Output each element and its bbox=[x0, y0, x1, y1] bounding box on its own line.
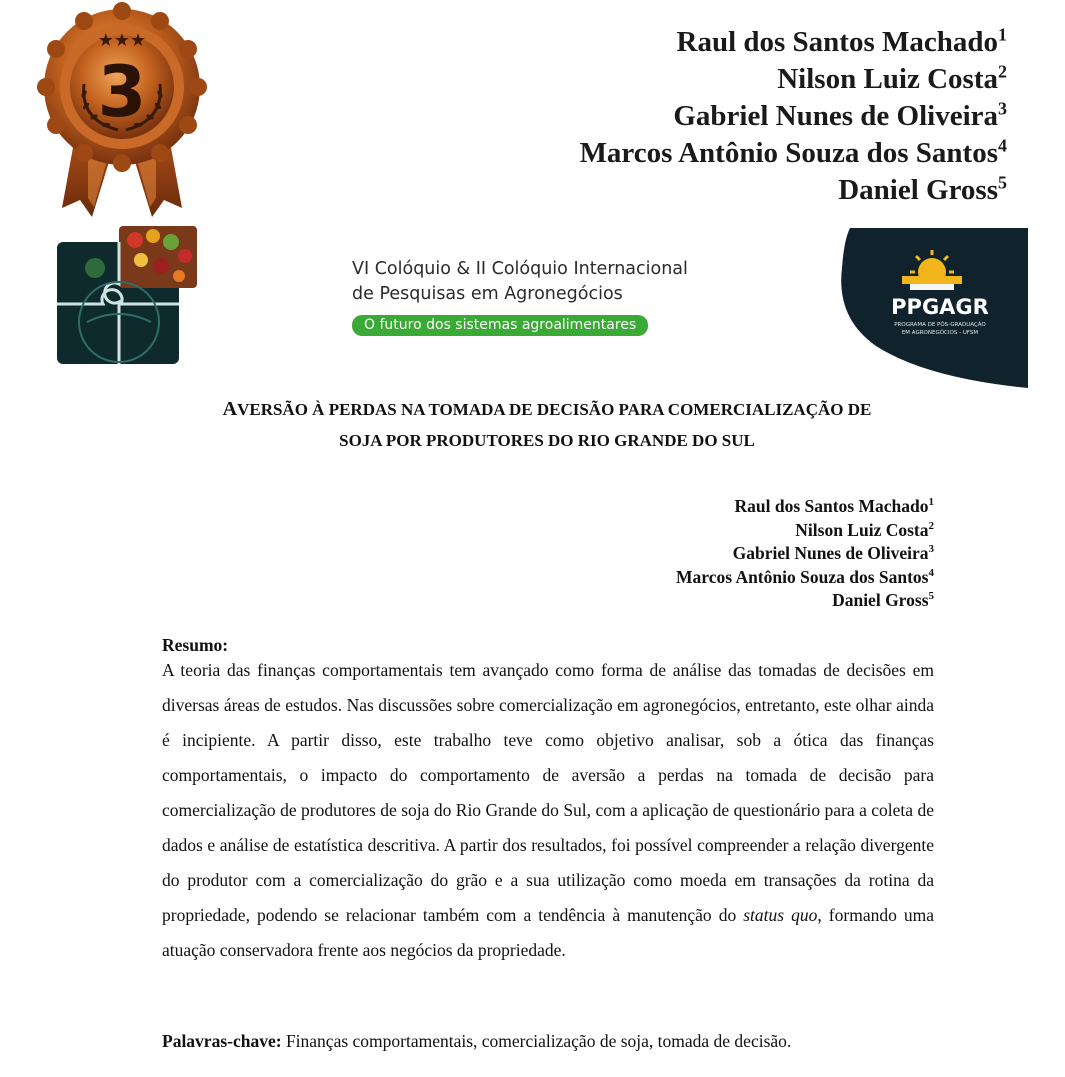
title-first-letter: A bbox=[222, 398, 238, 420]
ppgagr-logo-icon bbox=[836, 228, 1028, 388]
author: Nilson Luiz Costa$^2$ bbox=[795, 519, 934, 540]
bronze-medal-3-icon bbox=[22, 2, 222, 222]
ppg-logo-subtitle: PROGRAMA DE PÓS-GRADUAÇÃO bbox=[894, 322, 986, 328]
header-author-list bbox=[580, 24, 1007, 209]
conference-tagline: O futuro dos sistemas agroalimentares bbox=[352, 315, 648, 336]
abstract-body: A teoria das finanças comportamentais tem avançado como forma de análise das tomadas de decisões em diversas áreas de estudos. Nas discussões sobre comercialização em agronegócios, entretanto, este olhar ainda é incipiente. A partir disso, este trabalho teve como objetivo analisar, sob a ótica das finanças comportamentais, o impacto do comportamento de aversão a perdas na tomada de decisão para comercialização de produtores de soja do Rio Grande do Sul, com a aplicação de questionário para a coleta de dados e análise de estatística descritiva. A partir dos resultados, foi possível compreender a relação divergente do produtor com a comercialização do grão e a sua utilização como moeda em transações da rotina da propriedade, podendo se relacionar também com a tendência à manutenção do status quo, formando uma atuação conservadora frente aos negócios da propriedade. bbox=[162, 660, 934, 960]
abstract-label: Resumo: bbox=[162, 635, 229, 655]
author: Daniel Gross$^5$ bbox=[832, 590, 934, 610]
ppg-logo-subtitle: EM AGRONEGÓCIOS - UFSM bbox=[901, 330, 979, 336]
puzzle-globe-logo-icon bbox=[57, 226, 197, 364]
author: Gabriel Nunes de Oliveira$^3$ bbox=[732, 543, 934, 563]
conference-title-line: de Pesquisas em Agronegócios bbox=[352, 284, 623, 304]
medal-rank: 3 bbox=[97, 51, 147, 133]
svg-text:★★★: ★★★ bbox=[97, 30, 147, 51]
header-author: Daniel Gross$^5$ bbox=[838, 172, 1007, 206]
paper-title bbox=[160, 394, 934, 456]
abstract-italic-term: status quo bbox=[743, 905, 818, 925]
author: Marcos Antônio Souza dos Santos$^4$ bbox=[675, 566, 934, 587]
header-author: Nilson Luiz Costa$^2$ bbox=[777, 61, 1007, 95]
author-list bbox=[676, 495, 934, 613]
conference-block bbox=[352, 257, 688, 336]
paper-title-line bbox=[160, 394, 934, 425]
title-line1-rest: VERSÃO À PERDAS NA TOMADA DE DECISÃO PARA COMERCIALIZAÇÃO DE bbox=[237, 400, 872, 419]
author: Raul dos Santos Machado$^1$ bbox=[734, 496, 934, 516]
ppg-logo-name: PPGAGR bbox=[891, 295, 989, 319]
paper-title-line: SOJA POR PRODUTORES DO RIO GRANDE DO SUL bbox=[339, 431, 755, 450]
header-author: Marcos Antônio Souza dos Santos$^4$ bbox=[579, 135, 1007, 169]
keywords-text: Finanças comportamentais, comercialização de soja, tomada de decisão. bbox=[281, 1031, 792, 1051]
keywords bbox=[162, 1031, 942, 1052]
keywords-label: Palavras-chave: bbox=[162, 1031, 282, 1051]
header-author: Gabriel Nunes de Oliveira$^3$ bbox=[673, 98, 1007, 132]
header-author: Raul dos Santos Machado$^1$ bbox=[676, 24, 1007, 58]
conference-title-line: VI Colóquio & II Colóquio Internacional bbox=[352, 259, 688, 279]
